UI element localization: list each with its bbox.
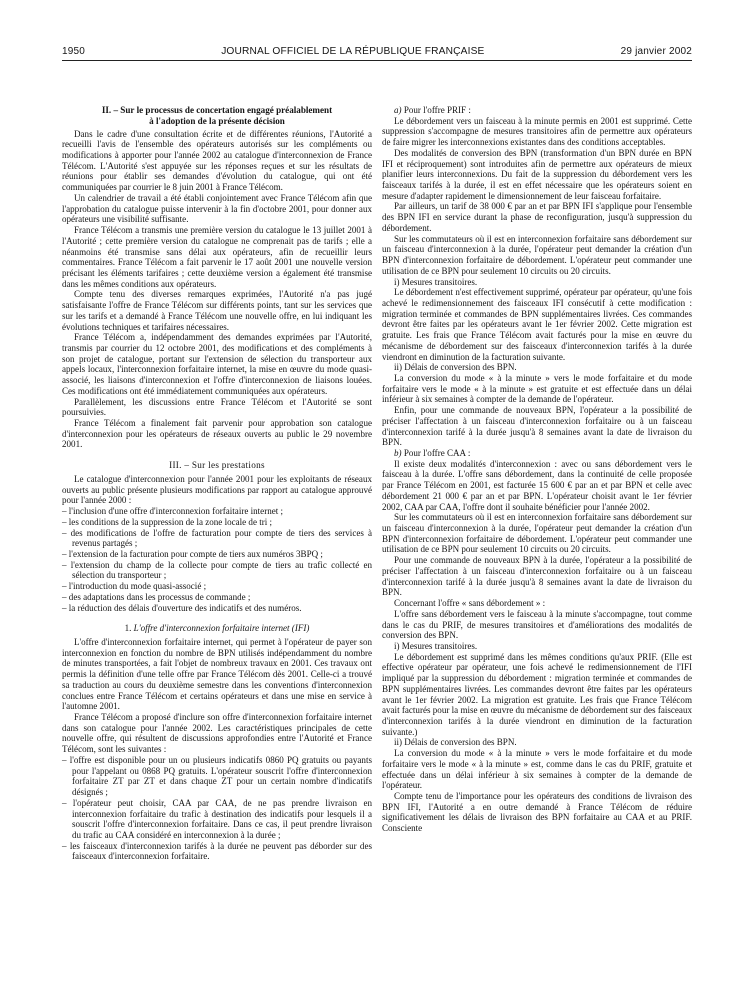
subheading-prif (382, 105, 692, 116)
section-ii-heading (62, 105, 372, 127)
subsection-1-heading (62, 623, 372, 634)
item-heading: ii) Délais de conversion des BPN. (394, 362, 517, 373)
list-item: – des modifications de l'offre de facturation pour compte de tiers des services à revenus partagés ; (62, 528, 372, 549)
paragraph: Pour une commande de nouveaux BPN à la durée, l'opérateur a la possibilité de préciser l'affectation à un faisceau d'interconnexion forfaitaire ou à un faisceau d'interconnexion tarifé à la durée jusqu'à 8 semaines avant la date de livraison du BPN. (382, 555, 692, 598)
section-ii-heading-line2: à l'adoption de la présente décision (149, 115, 285, 126)
paragraph: France Télécom a transmis une première version du catalogue le 13 juillet 2001 à l'Autorité ; cette première version du catalogue ne comprenait pas de tarifs ; elle a néanmoins été transmise sans délai aux opérateurs, afin de recueillir leurs commentaires. France Télécom a fait parvenir le 17 août 2001 une nouvelle version précisant les éléments tarifaires ; cette deuxième version a également été transmise dans les mêmes conditions aux opérateurs. (62, 225, 372, 289)
paragraph: France Télécom a, indépendamment des demandes exprimées par l'Autorité, transmis par courrier du 12 octobre 2001, des modifications et des compléments à son projet de catalogue, portant sur l'extension de sélection du transporteur aux appels locaux, l'interconnexion forfaitaire internet, la mise en œuvre du mode quasi-associé, les liaisons d'interconnexion et l'offre d'interconnexion de liaisons louées. Ces modifications ont été immédiatement communiquées aux opérateurs. (62, 332, 372, 396)
paragraph: Le débordement n'est effectivement supprimé, opérateur par opérateur, qu'une fois achevé le redimensionnement des faisceaux IFI consécutif à cette modification : migration terminée et commandes de BPN supplémentaires livrées. Ces commandes devront être faites par les opérateurs avant le 1er février 2002. Cette migration est gratuite. Les frais que France Télécom avait facturés pour la mise en œuvre du mécanisme de débordement sur des faisceaux d'interconnexion tarifés à la durée viendront en diminution de la facturation suivante. (382, 287, 692, 362)
paragraph: L'offre sans débordement vers le faisceau à la minute s'accompagne, tout comme dans le cas du PRIF, de mesures transitoires et d'améliorations des modalités de conversion des BPN. (382, 608, 692, 641)
paragraph: Par ailleurs, un tarif de 38 000 € par an et par BPN IFI s'applique pour l'ensemble des BPN IFI en service durant la phase de reconfiguration, jusqu'à suppression du débordement. (382, 201, 692, 233)
paragraph: Des modalités de conversion des BPN (transformation d'un BPN durée en BPN IFI et réciproquement) sont introduites afin de permettre aux opérateurs de mieux planifier leurs interconnexions. Du fait de la suppression du débordement vers les faisceaux tarifés à la durée, il est en effet nécessaire que les opérateurs soient en mesure d'adapter rapidement le dimensionnement de leur faisceau forfaitaire. (382, 147, 692, 201)
paragraph: L'offre d'interconnexion forfaitaire internet, qui permet à l'opérateur de payer son interconnexion en fonction du nombre de BPN utilisés indépendamment du nombre de minutes transportées, a fait l'objet de nombreux travaux en 2001. Ces travaux ont permis la définition d'une telle offre par France Télécom dès 2001. Celle-ci a trouvé sa traduction au cours du deuxième semestre dans les conventions d'interconnexion conclues entre France Télécom et certains opérateurs et dans une mise en service à l'automne 2001. (62, 637, 372, 712)
list-item: – l'opérateur peut choisir, CAA par CAA, de ne pas prendre livraison en interconnexion forfaitaire du trafic à destination des indicatifs pour lesquels il a souscrit l'offre d'interconnexion forfaitaire. Dans ce cas, il peut prendre livraison du trafic au CAA considéré en interconnexion à la durée ; (62, 798, 372, 841)
page-header (62, 46, 692, 61)
paragraph: Un calendrier de travail a été établi conjointement avec France Télécom afin que l'approbation du catalogue puisse intervenir à la fin d'octobre 2001, pour donner aux opérateurs une visibilité suffisante. (62, 192, 372, 225)
modifications-list (62, 506, 372, 613)
list-item: – les faisceaux d'interconnexion tarifés à la durée ne peuvent pas déborder sur des faisceaux d'interconnexion forfaitaire. (62, 841, 372, 862)
journal-title: JOURNAL OFFICIEL DE LA RÉPUBLIQUE FRANÇAISE (221, 46, 485, 57)
subheading-title: Pour l'offre PRIF : (403, 105, 471, 115)
paragraph: La conversion du mode « à la minute » vers le mode forfaitaire et du mode forfaitaire vers le mode « à la minute » est gratuite et est effectuée dans un délai inférieur à six semaines à compter de la demande de l'opérateur. (382, 372, 692, 405)
paragraph: Parallèlement, les discussions entre France Télécom et l'Autorité se sont poursuivies. (62, 396, 372, 418)
paragraph: Sur les commutateurs où il est en interconnexion forfaitaire sans débordement sur un faisceau d'interconnexion à la durée, l'opérateur peut demander la création d'un BPN d'interconnexion forfaitaire de débordement. L'opérateur peut commander une utilisation de ce BPN pour seulement 10 circuits ou 20 circuits. (382, 233, 692, 276)
paragraph: Sur les commutateurs où il est en interconnexion forfaitaire sans débordement sur un faisceau d'interconnexion à la durée, l'opérateur peut demander la création d'un BPN d'interconnexion forfaitaire de débordement. L'opérateur peut commander une utilisation de ce BPN pour seulement 10 circuits ou 20 circuits. (382, 512, 692, 555)
paragraph: Le catalogue d'interconnexion pour l'année 2001 pour les exploitants de réseaux ouverts au public présente plusieurs modifications par rapport au catalogue approuvé pour l'année 2000 : (62, 473, 372, 506)
item-heading: ii) Délais de conversion des BPN. (394, 737, 517, 748)
paragraph: Le débordement vers un faisceau à la minute permis en 2001 est supprimé. Cette suppression s'accompagne de mesures transitoires afin de permettre aux opérateurs de faire migrer les interconnexions existantes dans des conditions acceptables. (382, 115, 692, 148)
item-heading: i) Mesures transitoires. (394, 276, 478, 287)
subheading-caa (382, 448, 692, 459)
list-item: – l'extension de la facturation pour compte de tiers aux numéros 3BPQ ; (62, 549, 372, 560)
right-column (382, 105, 692, 862)
list-item: – les conditions de la suppression de la zone locale de tri ; (62, 517, 372, 528)
subsection-number: 1. (124, 623, 132, 634)
paragraph: Le débordement est supprimé dans les mêmes conditions qu'aux PRIF. (Elle est effective opérateur par opérateur, une fois achevé le redimensionnement de l'IFI impliqué par la suppression du débordement : migration terminée et commandes de BPN supplémentaires livrées. Les commandes devront être faites par les opérateurs avant le 1er février 2002. La migration est gratuite. Les frais que France Télécom avait facturés pour la mise en œuvre du mécanisme de débordement sur des faisceaux d'interconnexion tarifés à la durée viendront en diminution de la facturation suivante.) (382, 651, 692, 737)
subheading-title: Pour l'offre CAA : (403, 448, 471, 458)
paragraph: France Télécom a proposé d'inclure son offre d'interconnexion forfaitaire internet dans son catalogue pour l'année 2002. Les caractéristiques principales de cette nouvelle offre, qui résultent de discussions approfondies entre l'Autorité et France Télécom, sont les suivantes : (62, 712, 372, 755)
subheading-label: a) (394, 105, 402, 115)
list-item: – la réduction des délais d'ouverture des indicatifs et des numéros. (62, 603, 372, 614)
paragraph: La conversion du mode « à la minute » vers le mode forfaitaire et du mode forfaitaire vers le mode « à la minute » est, comme dans le cas du PRIF, gratuite et effectuée dans un délai inférieur à six semaines à compter de la demande de l'opérateur. (382, 748, 692, 791)
page-number: 1950 (62, 46, 86, 57)
section-iii-heading: III. – Sur les prestations (169, 460, 265, 471)
features-list (62, 755, 372, 862)
text-columns (62, 105, 692, 862)
paragraph: Enfin, pour une commande de nouveaux BPN, l'opérateur a la possibilité de préciser l'affectation à un faisceau d'interconnexion forfaitaire ou à un faisceau d'interconnexion tarifé à la durée jusqu'à 8 semaines avant la date de livraison du BPN. (382, 405, 692, 448)
paragraph: Compte tenu des diverses remarques exprimées, l'Autorité n'a pas jugé satisfaisante l'offre de France Télécom sur différents points, tant sur les services que sur les tarifs et a demandé à France Télécom une nouvelle offre, en lui indiquant les évolutions techniques et tarifaires nécessaires. (62, 289, 372, 332)
section-ii-heading-line1: II. – Sur le processus de concertation engagé préalablement (101, 105, 333, 115)
paragraph: Il existe deux modalités d'interconnexion : avec ou sans débordement vers le faisceau à la durée. L'offre sans débordement, dans la continuité de celle proposée par France Télécom en 2001, est facturée 15 600 € par an et par BPN et celle avec débordement 21 000 € par an et par BPN. L'opérateur choisit avant le 1er février 2002, CAA par CAA, l'offre dont il souhaite bénéficier pour l'année 2002. (382, 458, 692, 512)
subheading-label: b) (394, 448, 402, 458)
paragraph: Dans le cadre d'une consultation écrite et de différentes réunions, l'Autorité a recueilli l'avis de l'ensemble des opérateurs autorisés sur les compléments ou modifications à apporter pour l'année 2002 au catalogue d'interconnexion de France Télécom. L'Autorité s'est appuyée sur les réponses reçues et sur les résultats de réunions pour établir ses demandes d'évolution du catalogue, qui ont été communiquées par courrier le 8 juin 2001 à France Télécom. (62, 128, 372, 193)
paragraph: Concernant l'offre « sans débordement » : (394, 598, 546, 609)
left-column (62, 105, 372, 862)
item-heading: i) Mesures transitoires. (394, 640, 478, 651)
subsection-title: L'offre d'interconnexion forfaitaire internet (IFI) (133, 623, 310, 634)
list-item: – des adaptations dans les processus de commande ; (62, 592, 372, 603)
issue-date: 29 janvier 2002 (620, 46, 692, 57)
paragraph: Compte tenu de l'importance pour les opérateurs des conditions de livraison des BPN IFI, l'Autorité a en outre demandé à France Télécom de réduire significativement les délais de livraison des BPN forfaitaire au CAA et au PRIF. Consciente (382, 791, 692, 834)
list-item: – l'extension du champ de la collecte pour compte de tiers au trafic collecté en sélection du transporteur ; (62, 560, 372, 581)
list-item: – l'introduction du mode quasi-associé ; (62, 581, 372, 592)
list-item: – l'offre est disponible pour un ou plusieurs indicatifs 0860 PQ gratuits ou payants pour l'appelant ou 0868 PQ gratuits. L'opérateur souscrit l'offre d'interconnexion forfaitaire ZT par ZT et dans chaque ZT pour un certain nombre d'indicatifs désignés ; (62, 755, 372, 798)
list-item: – l'inclusion d'une offre d'interconnexion forfaitaire internet ; (62, 506, 372, 517)
paragraph: France Télécom a finalement fait parvenir pour approbation son catalogue d'interconnexion pour les opérateurs de réseaux ouverts au public le 29 novembre 2001. (62, 418, 372, 450)
